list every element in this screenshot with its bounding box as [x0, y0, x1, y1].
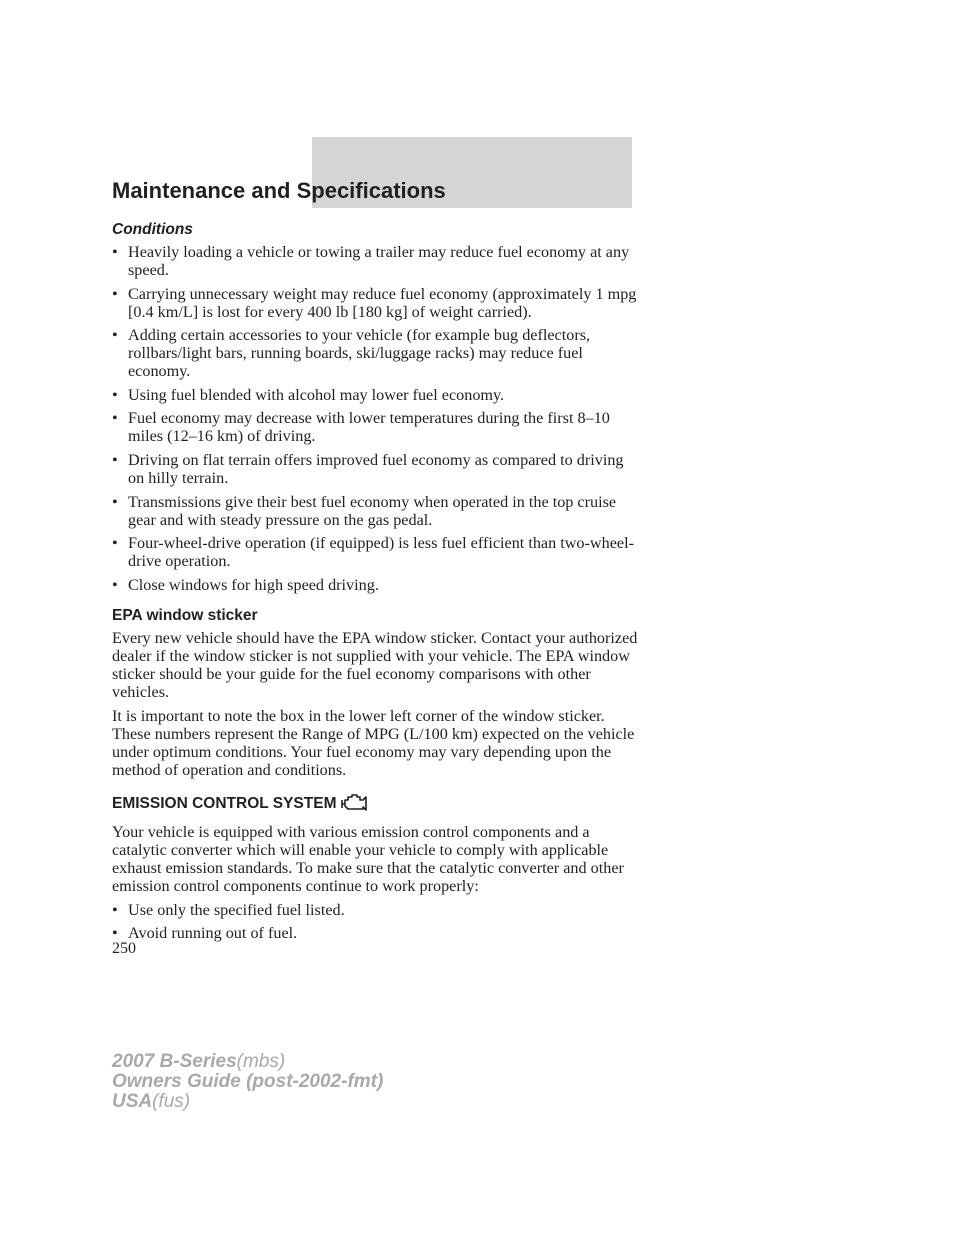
list-item: • Transmissions give their best fuel economy when operated in the top cruise gear and with steady pressure on the gas pedal.	[112, 493, 640, 529]
list-item: • Adding certain accessories to your vehicle (for example bug deflectors, rollbars/light bars, running boards, ski/luggage racks) may reduce fuel economy.	[112, 326, 640, 380]
list-item: • Fuel economy may decrease with lower temperatures during the first 8–10 miles (12–16 km) of driving.	[112, 409, 640, 445]
list-item: • Using fuel blended with alcohol may lower fuel economy.	[112, 386, 640, 404]
engine-icon	[340, 792, 370, 820]
footer-model-code: (mbs)	[236, 1051, 286, 1072]
list-item: • Avoid running out of fuel.	[112, 924, 640, 942]
footer-model: 2007 B-Series	[112, 1051, 237, 1072]
list-item: • Heavily loading a vehicle or towing a trailer may reduce fuel economy at any speed.	[112, 243, 640, 279]
emission-heading-text: EMISSION CONTROL SYSTEM	[112, 794, 337, 812]
list-item: • Four-wheel-drive operation (if equipped) is less fuel efficient than two-wheel-drive operation.	[112, 534, 640, 570]
epa-heading: EPA window sticker	[112, 606, 258, 624]
page-number: 250	[112, 940, 136, 957]
footer-line-1	[112, 1052, 383, 1072]
footer-market: USA	[112, 1091, 153, 1112]
emission-paragraph: Your vehicle is equipped with various emission control components and a catalytic converter which will enable your vehicle to comply with applicable exhaust emission standards. To make sure that the catalytic converter and other emission control components continue to work properly:	[112, 822, 624, 895]
footer-line-2: Owners Guide (post-2002-fmt)	[112, 1071, 384, 1092]
list-item: • Carrying unnecessary weight may reduce fuel economy (approximately 1 mpg [0.4 km/L] is lost for every 400 lb [180 kg] of weight carried).	[112, 285, 640, 321]
conditions-heading: Conditions	[112, 221, 193, 238]
page-content	[112, 220, 640, 948]
conditions-list	[112, 243, 640, 594]
footer	[112, 1052, 383, 1112]
emission-heading	[112, 792, 640, 820]
footer-market-code: (fus)	[152, 1091, 191, 1112]
page-title: Maintenance and Specifications	[112, 178, 446, 203]
list-item: • Use only the specified fuel listed.	[112, 901, 640, 919]
list-item: • Driving on flat terrain offers improved fuel economy as compared to driving on hilly terrain.	[112, 451, 640, 487]
list-item: • Close windows for high speed driving.	[112, 576, 640, 594]
emission-list	[112, 901, 640, 943]
epa-paragraph: Every new vehicle should have the EPA window sticker. Contact your authorized dealer if the window sticker is not supplied with your vehicle. The EPA window sticker should be your guide for the fuel economy comparisons with other vehicles.	[112, 628, 638, 701]
footer-line-3	[112, 1092, 383, 1112]
epa-paragraph: It is important to note the box in the lower left corner of the window sticker. These numbers represent the Range of MPG (L/100 km) expected on the vehicle under optimum conditions. Your fuel economy may vary depending upon the method of operation and conditions.	[112, 706, 635, 779]
